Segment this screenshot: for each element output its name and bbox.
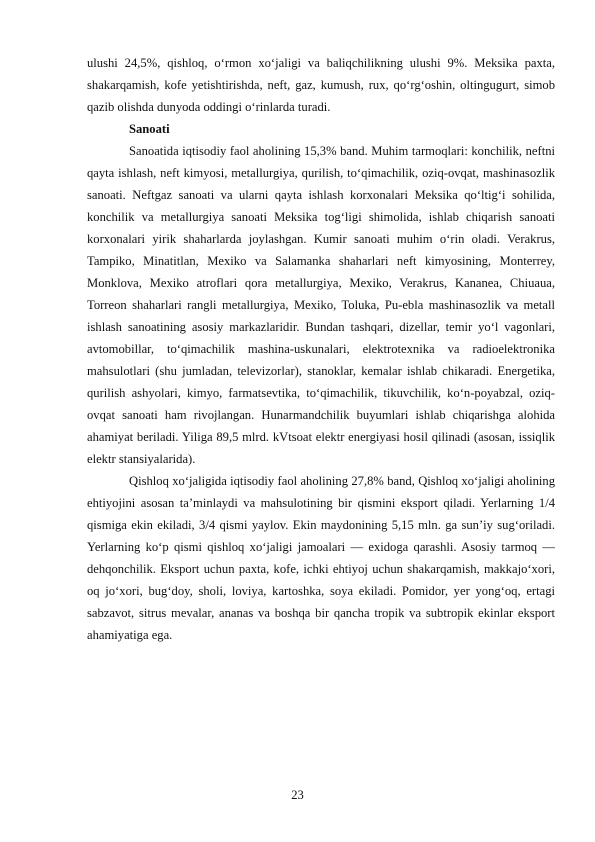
section-heading: Sanoati <box>129 122 170 136</box>
page-body <box>87 52 555 646</box>
page-number: 23 <box>291 788 304 802</box>
industry-paragraph: Sanoatida iqtisodiy faol aholining 15,3% band. Muhim tarmoqlari: konchilik, neftni qayta ishlash, neft kimyosi, metallurgiya, qurilish, toʻqimachilik, oziq-ovqat, mashinasozlik sanoati. Neftgaz sanoati va ularni qayta ishlash korxonalari Meksika qoʻltigʻi sohilida, konchilik va metallurgiya sanoati Meksika togʻligi shimolida, ishlab chiqarish sanoati korxonalari yirik shaharlarda joylashgan. Kumir sanoati muhim oʻrin oladi. Verakrus, Tampiko, Minatitlan, Mexiko va Salamanka shaharlari neft kimyosining, Monterrey, Monklova, Mexiko atroflari qora metallurgiya, Mexiko, Verakrus, Kananea, Chiuaua, Torreon shaharlari rangli metallurgiya, Mexiko, Toluka, Pu-ebla mashinasozlik va metall ishlash sanoatining asosiy markazlaridir. Bundan tashqari, dizellar, temir yoʻl vagonlari, avtomobillar, toʻqimachilik mashina-uskunalari, elektrotexnika va radioelektronika mahsulotlari (shu jumladan, televizorlar), stanoklar, kemalar ishlab chikaradi. Energetika, qurilish ashyolari, kimyo, farmatsevtika, toʻqimachilik, tikuvchilik, koʻn-poyabzal, oziq-ovqat sanoati ham rivojlangan. Hunarmandchilik buyumlari ishlab chiqarishga alohida ahamiyat beriladi. Yiliga 89,5 mlrd. kVtsoat elektr energiyasi hosil qilinadi (asosan, issiqlik elektr stansiyalarida). <box>87 144 555 466</box>
agriculture-paragraph: Qishloq xoʻjaligida iqtisodiy faol aholining 27,8% band, Qishloq xoʻjaligi aholining ehtiyojini asosan taʼminlaydi va mahsulotining bir qismini eksport qiladi. Yerlarning 1/4 qismiga ekin ekiladi, 3/4 qismi yaylov. Ekin maydonining 5,15 mln. ga sunʼiy sugʻoriladi. Yerlarning koʻp qismi qishloq xoʻjaligi jamoalari — exidoga qarashli. Asosiy tarmoq — dehqonchilik. Eksport uchun paxta, kofe, ichki ehtiyoj uchun shakarqamish, makkajoʻxori, oq joʻxori, bugʻdoy, sholi, loviya, kartoshka, soya ekiladi. Pomidor, yer yongʻoq, ertagi sabzavot, sitrus mevalar, ananas va boshqa bir qancha tropik va subtropik ekinlar eksport ahamiyatiga ega. <box>87 474 555 642</box>
intro-paragraph: ulushi 24,5%, qishloq, oʻrmon xoʻjaligi va baliqchilikning ulushi 9%. Meksika paxta, shakarqamish, kofe yetishtirishda, neft, gaz, kumush, rux, qoʻrgʻoshin, oltingugurt, simob qazib olishda dunyoda oddingi oʻrinlarda turadi. <box>87 56 555 114</box>
